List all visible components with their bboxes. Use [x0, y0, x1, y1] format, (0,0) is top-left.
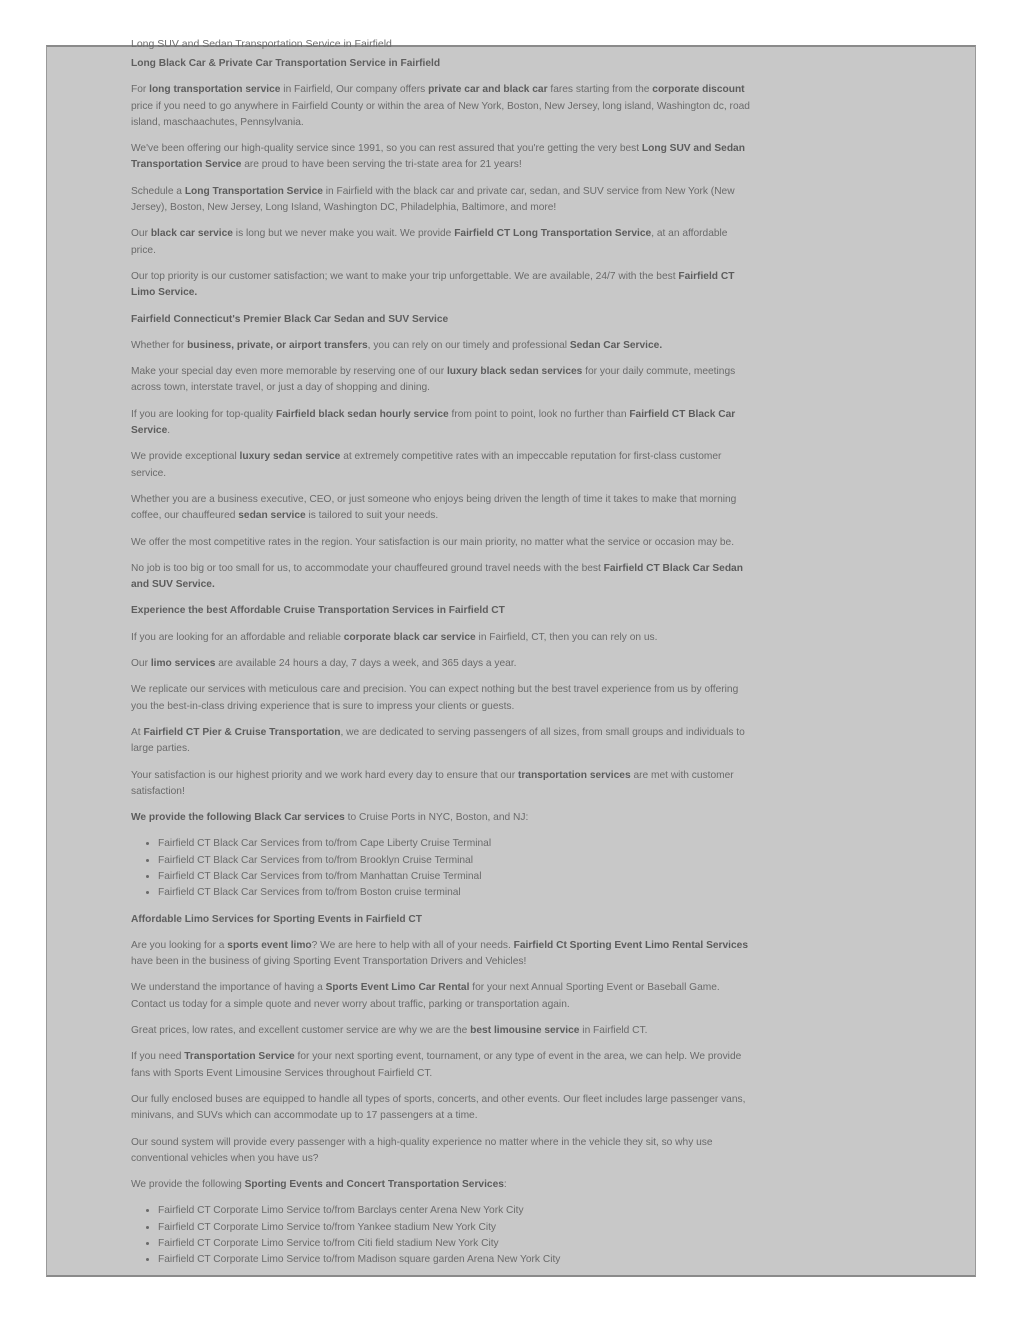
paragraph: We offer the most competitive rates in the region. Your satisfaction is our main priority, no matter what the service or occasion may be.: [131, 536, 735, 548]
paragraph: If you need Transportation Service for your next sporting event, tournament, or any type of event in the area, we can help. We provide fans with Sports Event Limousine Services throughout Fairfield CT.: [131, 1051, 742, 1079]
paragraph: Are you looking for a sports event limo? We are here to help with all of your needs. Fairfield Ct Sporting Event Limo Rental Services have been in the business of giving Sporting Event Transportation Drivers and Vehicles!: [131, 939, 748, 968]
paragraph: We provide the following Black Car services to Cruise Ports in NYC, Boston, and NJ:: [131, 812, 529, 824]
paragraph: Schedule a Long Transportation Service in Fairfield with the black car and private car, sedan, and SUV service from New York (New Jersey), Boston, New Jersey, Long Island, Washington DC, Philadelphia, Baltimore, and more!: [131, 185, 735, 214]
paragraph: Our fully enclosed buses are equipped to handle all types of sports, concerts, and other events. Our fleet includes large passenger vans, minivans, and SUVs which can accommodate up to 17 passengers at a time.: [131, 1093, 746, 1122]
paragraph: Your satisfaction is our highest priority and we work hard every day to ensure that our transportation services are met with customer satisfaction!: [131, 769, 734, 797]
paragraph: We've been offering our high-quality service since 1991, so you can rest assured that you're getting the very best Long SUV and Sedan Transportation Service are proud to have been serving the tri-state area for 21 years!: [131, 143, 745, 171]
paragraph: We understand the importance of having a Sports Event Limo Car Rental for your next Annual Sporting Event or Baseball Game. Contact us today for a simple quote and never worry about traffic, parking or transportation again.: [131, 982, 720, 1010]
paragraph: For long transportation service in Fairfield, Our company offers private car and black car fares starting from the corporate discount price if you need to go anywhere in Fairfield County or within the area of New York, Boston, New Jersey, long island, Washington dc, road island, maschaachutes, Pennsylvania.: [131, 84, 750, 128]
section-heading-premier-sedan-suv: Fairfield Connecticut's Premier Black Car Sedan and SUV Service: [131, 313, 449, 325]
cruise-terminal-list: [131, 836, 751, 901]
paragraph: Our black car service is long but we never make you wait. We provide Fairfield CT Long Transportation Service, at an affordable price.: [131, 228, 728, 256]
dimmed-document-panel: [46, 38, 976, 1277]
venue-list: [131, 1203, 751, 1268]
paragraph: Our limo services are available 24 hours a day, 7 days a week, and 365 days a year.: [131, 658, 517, 670]
paragraph: Our top priority is our customer satisfaction; we want to make your trip unforgettable. We are available, 24/7 with the best Fairfield CT Limo Service.: [131, 270, 735, 299]
paragraph: Whether you are a business executive, CEO, or just someone who enjoys being driven the length of time it takes to make that morning coffee, our chauffeured sedan service is tailored to suit your needs.: [131, 493, 737, 522]
section-heading-cruise-transportation: Experience the best Affordable Cruise Transportation Services in Fairfield CT: [131, 605, 505, 617]
list-item: • Fairfield CT Corporate Limo Service to/from Madison square garden Arena New York City: [158, 1252, 751, 1268]
list-item: • Fairfield CT Corporate Limo Service to/from Yankee stadium New York City: [158, 1220, 751, 1236]
paragraph: Great prices, low rates, and excellent customer service are why we are the best limousine service in Fairfield CT.: [131, 1025, 648, 1037]
list-item: • Fairfield CT Black Car Services from to/from Boston cruise terminal: [158, 885, 751, 901]
paragraph: Our sound system will provide every passenger with a high-quality experience no matter where in the vehicle they sit, so why use conventional vehicles when you have us?: [131, 1136, 713, 1164]
list-item: • Fairfield CT Corporate Limo Service to/from Citi field stadium New York City: [158, 1236, 751, 1252]
list-item: • Fairfield CT Black Car Services from to/from Manhattan Cruise Terminal: [158, 869, 751, 885]
paragraph: At Fairfield CT Pier & Cruise Transportation, we are dedicated to serving passengers of all sizes, from small groups and individuals to large parties.: [131, 726, 745, 755]
section-heading-sporting-events: Affordable Limo Services for Sporting Events in Fairfield CT: [131, 913, 422, 925]
list-item: • Fairfield CT Black Car Services from to/from Brooklyn Cruise Terminal: [158, 853, 751, 869]
paragraph: Make your special day even more memorable by reserving one of our luxury black sedan services for your daily commute, meetings across town, interstate travel, or just a day of shopping and dining.: [131, 366, 736, 394]
paragraph: We provide the following Sporting Events and Concert Transportation Services:: [131, 1179, 507, 1191]
paragraph: If you are looking for an affordable and reliable corporate black car service in Fairfield, CT, then you can rely on us.: [131, 631, 658, 643]
article-content: [131, 56, 751, 1279]
paragraph: Whether for business, private, or airport transfers, you can rely on our timely and professional Sedan Car Service.: [131, 339, 663, 351]
section-heading-long-black-car: Long Black Car & Private Car Transportation Service in Fairfield: [131, 58, 441, 69]
paragraph: We provide exceptional luxury sedan service at extremely competitive rates with an impeccable reputation for first-class customer service.: [131, 451, 722, 479]
list-item: • Fairfield CT Corporate Limo Service to/from Barclays center Arena New York City: [158, 1203, 751, 1219]
paragraph: No job is too big or too small for us, to accommodate your chauffeured ground travel needs with the best Fairfield CT Black Car Sedan and SUV Service.: [131, 562, 743, 591]
paragraph: We replicate our services with meticulous care and precision. You can expect nothing but the best travel experience from us by offering you the best-in-class driving experience that is sure to impress your clients or guests.: [131, 684, 739, 712]
paragraph: If you are looking for top-quality Fairfield black sedan hourly service from point to point, look no further than Fairfield CT Black Car Service.: [131, 408, 736, 437]
clipped-heading: Long SUV and Sedan Transportation Service in Fairfield: [131, 38, 392, 50]
list-item: • Fairfield CT Black Car Services from to/from Cape Liberty Cruise Terminal: [158, 836, 751, 852]
